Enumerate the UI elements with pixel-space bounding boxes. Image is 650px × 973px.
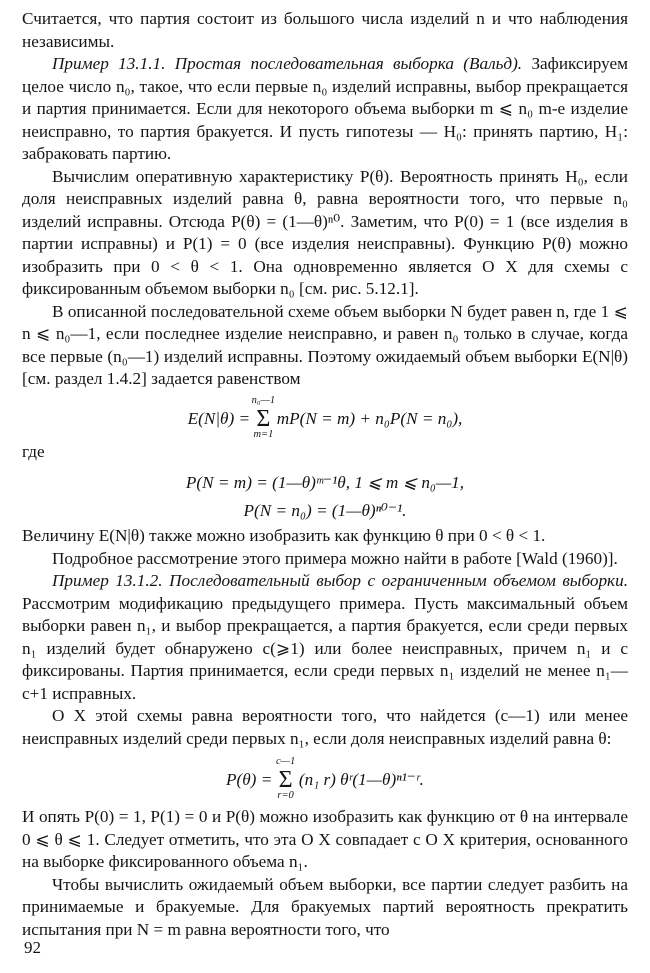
paragraph-expected-n-plot: Величину E(N|θ) также можно изобразить как функцию θ при 0 < θ < 1. (22, 526, 546, 545)
sum-sigma: Σ (256, 405, 271, 432)
sum-lower-limit-2: r=0 (277, 790, 294, 802)
example-13-1-2 (22, 570, 628, 705)
formula-p-theta (22, 754, 628, 806)
sum-sigma-2: Σ (278, 767, 293, 794)
example-13-1-2-body: Рассмотрим модификацию предыдущего примера. Пусть максимальный объем выборки равен n₁, и выбор прекращается, а партия бракуется, если среди первых n₁ изделий будет обнаружено c(⩾1) или более неисправных, причем n₁ и c фиксированы. Партия принимается, если среди первых n₁ изделий не менее n₁—c+1 исправных. (22, 593, 628, 703)
paragraph-reference: Подробное рассмотрение этого примера можно найти в работе [Wald (1960)]. (52, 548, 618, 568)
paragraph-sample-size: В описанной последовательной схеме объем выборки N будет равен n, где 1 ⩽ n ⩽ n₀—1, если последнее изделие неисправно, и равен n₀ только в случае, когда все первые (n₀—1) изделий исправны. Поэтому ожидаемый объем выборки E(N|θ) [см. раздел 1.4.2] задается равенством (22, 301, 628, 388)
page-number: 92 (24, 938, 41, 957)
paragraph-oc: Вычислим оперативную характеристику P(θ). Вероятность принять H₀, если доля неисправных изделий равна θ, равна вероятности того, что первые n₀ изделий исправны. Отсюда P(θ) = (1—θ)ⁿ⁰. Заметим, что P(0) = 1 (все изделия в партии исправны) и P(1) = 0 (все изделия неисправны). Функцию P(θ) можно изобразить при 0 < θ < 1. Она одновременно является О Х для схемы с фиксированным объемом выборки n₀ [см. рис. 5.12.1]. (22, 166, 628, 298)
formula-expected-n (22, 395, 628, 443)
sum-lower-limit: m=1 (253, 428, 274, 440)
paragraph-again: И опять P(0) = 1, P(1) = 0 и P(θ) можно изобразить как функцию от θ на интервале 0 ⩽ θ ⩽ 1. Следует отметить, что эта О Х совпадает с О Х критерия, основанного на выборке фиксированного объема n₁. (22, 807, 628, 871)
formula-p-n-m: P(N = m) = (1—θ)ᵐ⁻¹θ, 1 ⩽ m ⩽ n₀—1, (185, 473, 465, 492)
paragraph-oc-scheme: О Х этой схемы равна вероятности того, что найдется (c—1) или менее неисправных изделий среди первых n₁, если доля неисправных изделий равна θ: (22, 706, 628, 748)
formula-p-n-n0: P(N = n₀) = (1—θ)ⁿ⁰⁻¹. (243, 501, 407, 520)
formula-p-theta-lhs: P(θ) = (226, 770, 273, 789)
formula-p-theta-rhs: (n₁ r) θʳ(1—θ)ⁿ¹⁻ʳ. (298, 770, 424, 789)
sum-operator-2 (275, 754, 296, 808)
paragraph-intro: Считается, что партия состоит из большого числа изделий n и что наблюдения независимы. (22, 9, 628, 51)
paragraph-expected-size: Чтобы вычислить ожидаемый объем выборки, все партии следует разбить на принимаемые и бракуемые. Для бракуемых партий вероятность прекратить испытания при N = m равна вероятности того, что (22, 874, 628, 939)
page-content (22, 8, 628, 941)
where-label: где (22, 441, 45, 461)
formula-expected-n-lhs: E(N|θ) = (187, 408, 251, 428)
sum-upper-limit-2: c—1 (275, 756, 296, 768)
formula-expected-n-rhs: mP(N = m) + n₀P(N = n₀), (276, 408, 463, 428)
example-13-1-1-title: Пример 13.1.1. Простая последовательная выборка (Вальд). (52, 54, 523, 73)
example-13-1-2-title: Пример 13.1.2. Последовательный выбор с ограниченным объемом выборки. (52, 571, 628, 590)
example-13-1-1 (22, 53, 628, 166)
sum-operator (251, 394, 276, 445)
sum-upper-limit: n₀—1 (251, 394, 276, 406)
example-13-1-1-body: Зафиксируем целое число n₀, такое, что если первые n₀ изделий исправны, выбор прекращается и партия принимается. Если для некоторого объема выборки m ⩽ n₀ m-е изделие неисправно, то партия бракуется. И пусть гипотезы — H₀: принять партию, H₁: забраковать партию. (22, 54, 629, 163)
